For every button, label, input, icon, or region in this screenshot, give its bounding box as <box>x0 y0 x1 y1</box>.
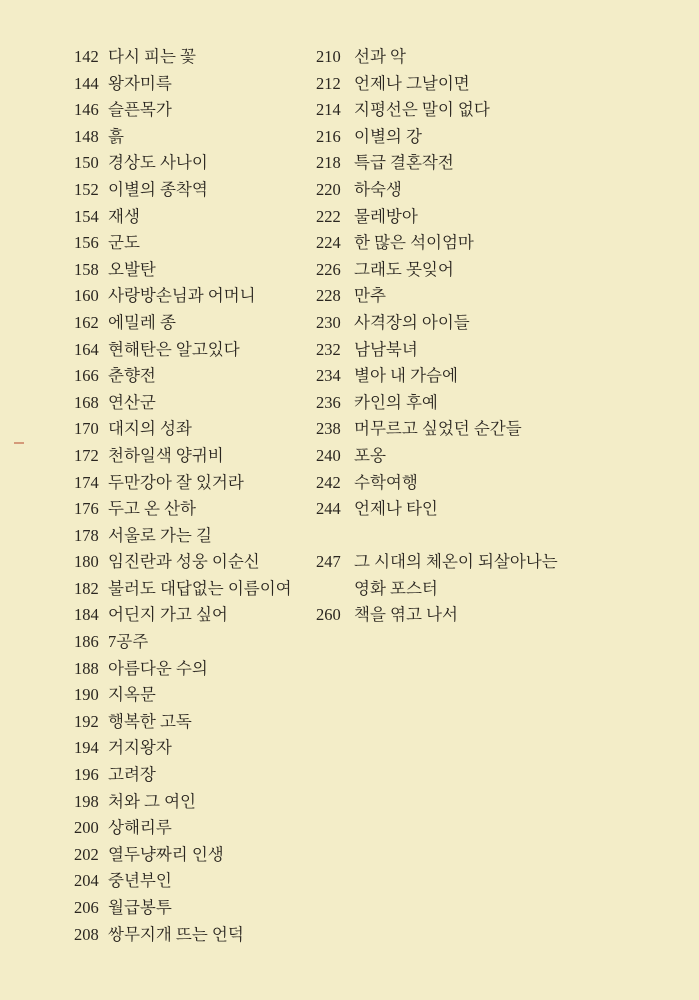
toc-entry <box>74 922 324 949</box>
toc-entry <box>74 549 324 576</box>
toc-entry <box>316 204 686 231</box>
toc-entry <box>74 895 324 922</box>
page-number: 190 <box>74 685 99 705</box>
page-number: 152 <box>74 179 99 199</box>
toc-entry <box>74 310 324 337</box>
toc-entry <box>74 390 324 417</box>
entry-title: 춘향전 <box>108 366 156 386</box>
toc-column-right <box>316 44 686 629</box>
page-number: 182 <box>74 578 99 598</box>
entry-title: 포옹 <box>354 445 386 465</box>
page-number: 198 <box>74 791 99 811</box>
entry-title: 언제나 그날이면 <box>354 73 470 93</box>
toc-entry <box>74 71 324 98</box>
toc-entry <box>74 177 324 204</box>
entry-title: 어딘지 가고 싶어 <box>108 605 228 625</box>
page-number: 206 <box>74 898 99 917</box>
toc-entry <box>316 230 686 257</box>
toc-entry <box>74 443 324 470</box>
entry-title: 아름다운 수의 <box>108 658 208 678</box>
entry-title: 고려장 <box>108 765 156 785</box>
page-number: 232 <box>316 339 341 359</box>
page-number: 202 <box>74 844 99 864</box>
toc-column-left <box>74 44 324 948</box>
entry-title: 머무르고 싶었던 순간들 <box>354 419 522 439</box>
page-number: 218 <box>316 153 341 173</box>
toc-entry <box>74 656 324 683</box>
entry-title: 슬픈목가 <box>108 100 172 120</box>
entry-title: 특급 결혼작전 <box>354 153 454 173</box>
entry-title: 두만강아 잘 있거라 <box>108 472 244 492</box>
toc-entry <box>316 390 686 417</box>
entry-title: 7공주 <box>108 632 149 652</box>
entry-title: 사격장의 아이들 <box>354 312 470 332</box>
toc-entry <box>74 230 324 257</box>
page-number: 144 <box>74 73 99 93</box>
page-number: 208 <box>74 924 99 944</box>
entry-title: 서울로 가는 길 <box>108 525 212 545</box>
page-number: 176 <box>74 499 99 519</box>
entry-title: 한 많은 석이엄마 <box>354 233 474 253</box>
page-number: 178 <box>74 525 99 545</box>
toc-entry <box>316 363 686 390</box>
entry-title: 지옥문 <box>108 685 156 705</box>
page-number: 160 <box>74 286 99 306</box>
page-number: 220 <box>316 179 341 199</box>
toc-entry <box>74 124 324 151</box>
entry-title: 지평선은 말이 없다 <box>354 100 490 120</box>
toc-entry <box>74 337 324 364</box>
toc-entry <box>316 602 686 629</box>
page-number: 212 <box>316 73 341 93</box>
toc-entry <box>74 470 324 497</box>
page-number: 158 <box>74 259 99 279</box>
entry-title: 쌍무지개 뜨는 언덕 <box>108 924 244 944</box>
page-number: 244 <box>316 499 341 519</box>
toc-entry <box>74 416 324 443</box>
toc-entry <box>74 682 324 709</box>
toc-entry <box>316 470 686 497</box>
toc-entry <box>74 762 324 789</box>
entry-title: 하숙생 <box>354 179 402 199</box>
entry-title: 이별의 강 <box>354 126 422 146</box>
entry-title: 그 시대의 체온이 되살아나는 <box>354 552 558 572</box>
page-number: 242 <box>316 472 341 492</box>
entry-title: 행복한 고독 <box>108 711 192 731</box>
toc-entry <box>74 815 324 842</box>
page-number: 148 <box>74 126 99 146</box>
toc-entry <box>74 97 324 124</box>
toc-entry <box>74 204 324 231</box>
page-number: 260 <box>316 605 341 625</box>
page-number: 168 <box>74 392 99 412</box>
toc-entry <box>316 443 686 470</box>
page-number: 146 <box>74 100 99 120</box>
entry-title: 월급봉투 <box>108 898 172 917</box>
entry-title: 만추 <box>354 286 386 306</box>
entry-title: 사랑방손님과 어머니 <box>108 286 256 306</box>
page-number: 154 <box>74 206 99 226</box>
page-number: 172 <box>74 445 99 465</box>
toc-entry <box>74 257 324 284</box>
entry-title: 상해리루 <box>108 818 172 838</box>
page-number: 170 <box>74 419 99 439</box>
entry-title: 카인의 후예 <box>354 392 438 412</box>
entry-title: 대지의 성좌 <box>108 419 192 439</box>
page-number: 238 <box>316 419 341 439</box>
page-number: 224 <box>316 233 341 253</box>
entry-title: 군도 <box>108 233 140 253</box>
page-number: 222 <box>316 206 341 226</box>
entry-title: 임진란과 성웅 이순신 <box>108 552 260 572</box>
page-number: 184 <box>74 605 99 625</box>
page-number: 214 <box>316 100 341 120</box>
toc-entry <box>316 549 686 576</box>
entry-title: 거지왕자 <box>108 738 172 758</box>
toc-entry <box>74 842 324 869</box>
toc-entry <box>316 496 686 523</box>
toc-entry <box>316 310 686 337</box>
toc-entry <box>74 709 324 736</box>
toc-entry <box>316 283 686 310</box>
toc-entry <box>316 576 686 603</box>
entry-title: 천하일색 양귀비 <box>108 445 224 465</box>
toc-entry <box>74 602 324 629</box>
page-number: 150 <box>74 153 99 173</box>
entry-title: 다시 피는 꽃 <box>108 47 196 66</box>
entry-title: 물레방아 <box>354 206 418 226</box>
entry-title: 책을 엮고 나서 <box>354 605 458 625</box>
entry-title: 중년부인 <box>108 871 172 891</box>
page-number: 247 <box>316 552 341 572</box>
toc-entry <box>74 44 324 71</box>
entry-title: 재생 <box>108 206 140 226</box>
toc-entry <box>74 789 324 816</box>
toc-entry <box>74 363 324 390</box>
toc-entry <box>316 177 686 204</box>
toc-entry <box>316 71 686 98</box>
page-number: 174 <box>74 472 99 492</box>
entry-title: 왕자미륵 <box>108 73 172 93</box>
toc-entry <box>74 523 324 550</box>
toc-entry <box>74 629 324 656</box>
page-number: 216 <box>316 126 341 146</box>
page-number: 186 <box>74 632 99 652</box>
page-number: 240 <box>316 445 341 465</box>
toc-entry <box>316 337 686 364</box>
page-number: 230 <box>316 312 341 332</box>
page-number: 162 <box>74 312 99 332</box>
entry-title: 두고 온 산하 <box>108 499 196 519</box>
page-number: 142 <box>74 47 99 66</box>
toc-entry <box>74 283 324 310</box>
entry-title: 처와 그 여인 <box>108 791 196 811</box>
entry-title: 열두냥짜리 인생 <box>108 844 224 864</box>
entry-title: 영화 포스터 <box>354 578 438 598</box>
page-number: 226 <box>316 259 341 279</box>
page-number: 194 <box>74 738 99 758</box>
entry-title: 남남북녀 <box>354 339 418 359</box>
toc-entry <box>316 257 686 284</box>
entry-title: 수학여행 <box>354 472 418 492</box>
entry-title: 그래도 못잊어 <box>354 259 454 279</box>
toc-entry <box>74 868 324 895</box>
toc-entry <box>74 496 324 523</box>
page-number: 166 <box>74 366 99 386</box>
entry-title: 별아 내 가슴에 <box>354 366 458 386</box>
spacer <box>316 523 686 550</box>
toc-entry <box>316 416 686 443</box>
page-number: 196 <box>74 765 99 785</box>
page-number: 188 <box>74 658 99 678</box>
page-number: 200 <box>74 818 99 838</box>
toc-entry <box>74 150 324 177</box>
page-number: 234 <box>316 366 341 386</box>
page-number: 210 <box>316 47 341 66</box>
toc-entry <box>316 150 686 177</box>
entry-title: 언제나 타인 <box>354 499 438 519</box>
toc-entry <box>316 97 686 124</box>
page-number: 164 <box>74 339 99 359</box>
toc-entry <box>74 735 324 762</box>
toc-entry <box>74 576 324 603</box>
entry-title: 에밀레 종 <box>108 312 176 332</box>
page-number: 236 <box>316 392 341 412</box>
page-number: 204 <box>74 871 99 891</box>
entry-title: 불러도 대답없는 이름이여 <box>108 578 292 598</box>
page-number: 180 <box>74 552 99 572</box>
entry-title: 오발탄 <box>108 259 156 279</box>
entry-title: 경상도 사나이 <box>108 153 208 173</box>
page-number: 192 <box>74 711 99 731</box>
margin-mark <box>14 442 24 444</box>
page-number: 156 <box>74 233 99 253</box>
toc-entry <box>316 124 686 151</box>
toc-entry <box>316 44 686 71</box>
entry-title: 흙 <box>108 126 124 146</box>
entry-title: 현해탄은 알고있다 <box>108 339 240 359</box>
page-number: 228 <box>316 286 341 306</box>
entry-title: 이별의 종착역 <box>108 179 208 199</box>
entry-title: 선과 악 <box>354 47 406 66</box>
entry-title: 연산군 <box>108 392 156 412</box>
